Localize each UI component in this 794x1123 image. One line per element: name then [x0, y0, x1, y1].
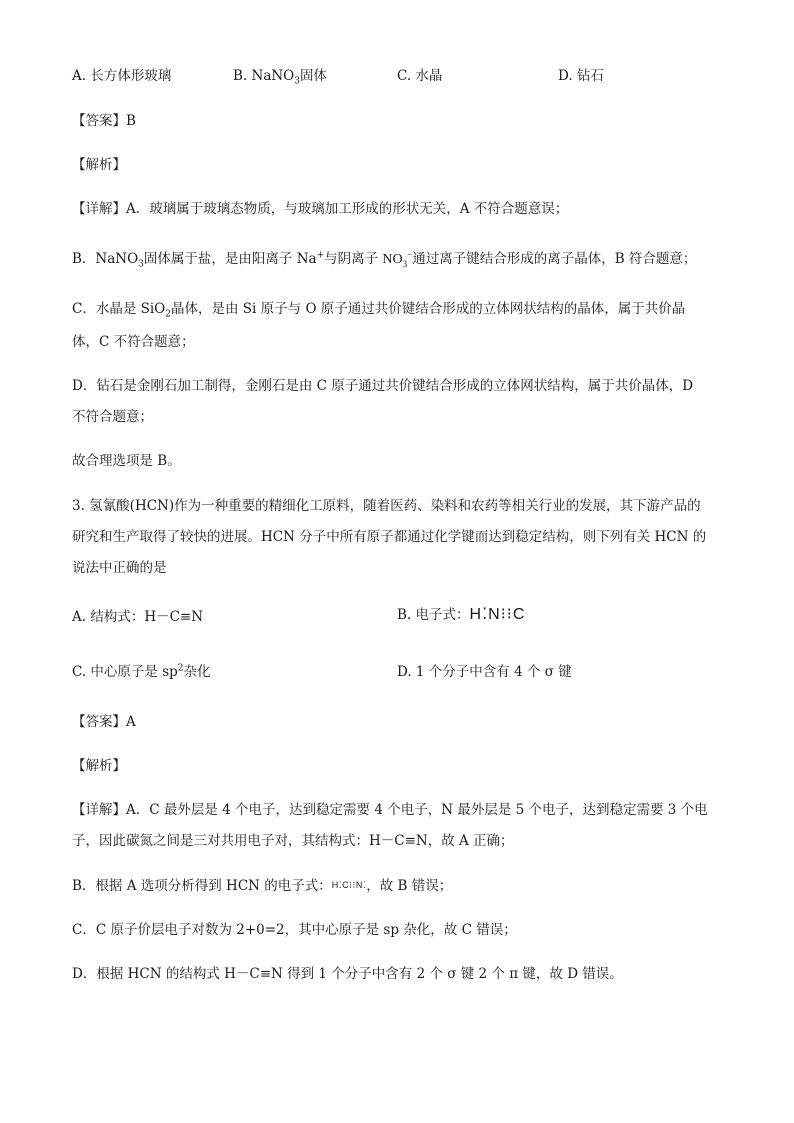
q2-detail-line-5: D．钻石是金刚石加工制得，金刚石是由 C 原子通过共价键结合形成的立体网状结构，属于共价晶体，D — [72, 378, 694, 394]
q2-detail-line-3: C．水晶是 SiO$_2$晶体，是由 Si 原子与 O 原子通过共价键结合形成的立体网状结构的晶体，属于共价晶 — [72, 301, 686, 320]
q2-detail-line-7: 故合理选项是 B。 — [72, 453, 181, 469]
q3-detail-line-3: B．根据 A 选项分析得到 HCN 的电子式：H⁚C⁝⁝N⁚，故 B 错误； — [72, 878, 453, 894]
q3-stem-line-1: 3. 氢氰酸(HCN)作为一种重要的精细化工原料，随着医药、染料和农药等相关行业的发展，其下游产品的 — [72, 498, 701, 514]
q2-detail-line-1: 【详解】A．玻璃属于玻璃态物质，与玻璃加工形成的形状无关，A 不符合题意误； — [72, 201, 569, 217]
nitrate-ion: $NO_3^-$ — [382, 249, 413, 269]
q3-detail-line-4: C．C 原子价层电子对数为 2+0=2，其中心原子是 sp 杂化，故 C 错误； — [72, 922, 517, 938]
q2-detail-line-4: 体，C 不符合题意； — [72, 334, 195, 350]
electron-formula: H⁚N⁝⁝C — [469, 606, 526, 623]
q2-option-a: A. 长方体形玻璃 — [72, 68, 172, 84]
q2-answer: 【答案】B — [72, 113, 136, 129]
q2-detail-line-2: B．NaNO$_3$固体属于盐，是由阳离子 Na+与阴离子 $NO_3^-$通过离子键结合形成的离子晶体，B 符合题意； — [72, 249, 697, 270]
q3-detail-line-5: D．根据 HCN 的结构式 H－C≡N 得到 1 个分子中含有 2 个 σ 键 2 个 π 键，故 D 错误。 — [72, 966, 623, 982]
q3-option-d: D. 1 个分子中含有 4 个 σ 键 — [397, 664, 572, 680]
q3-detail-line-1: 【详解】A．C 最外层是 4 个电子，达到稳定需要 4 个电子，N 最外层是 5 个电子，达到稳定需要 3 个电 — [72, 802, 708, 818]
q3-analysis-label: 【解析】 — [72, 758, 126, 774]
q3-option-b: B. 电子式：H⁚N⁝⁝C — [397, 606, 526, 623]
hcn-electron-formula: H⁚C⁝⁝N⁚ — [331, 880, 367, 890]
q2-detail-line-6: 不符合题意； — [72, 409, 153, 425]
q2-analysis-label: 【解析】 — [72, 157, 126, 173]
q3-option-a: A. 结构式：H－C≡N — [72, 609, 204, 625]
q3-stem-line-2: 研究和生产取得了较快的进展。HCN 分子中所有原子都通过化学键而达到稳定结构，则下列有关 HCN 的 — [72, 529, 707, 545]
q3-option-c: C. 中心原子是 $sp^2$杂化 — [72, 663, 211, 680]
q2-option-d: D. 钻石 — [558, 68, 604, 84]
q3-answer: 【答案】A — [72, 714, 136, 730]
q3-stem-line-3: 说法中正确的是 — [72, 560, 167, 576]
q2-option-c: C. 水晶 — [397, 68, 443, 84]
q2-option-b: B. NaNO$_3$固体 — [233, 68, 327, 87]
q3-detail-line-2: 子，因此碳氮之间是三对共用电子对，其结构式：H－C≡N，故 A 正确； — [72, 833, 514, 849]
